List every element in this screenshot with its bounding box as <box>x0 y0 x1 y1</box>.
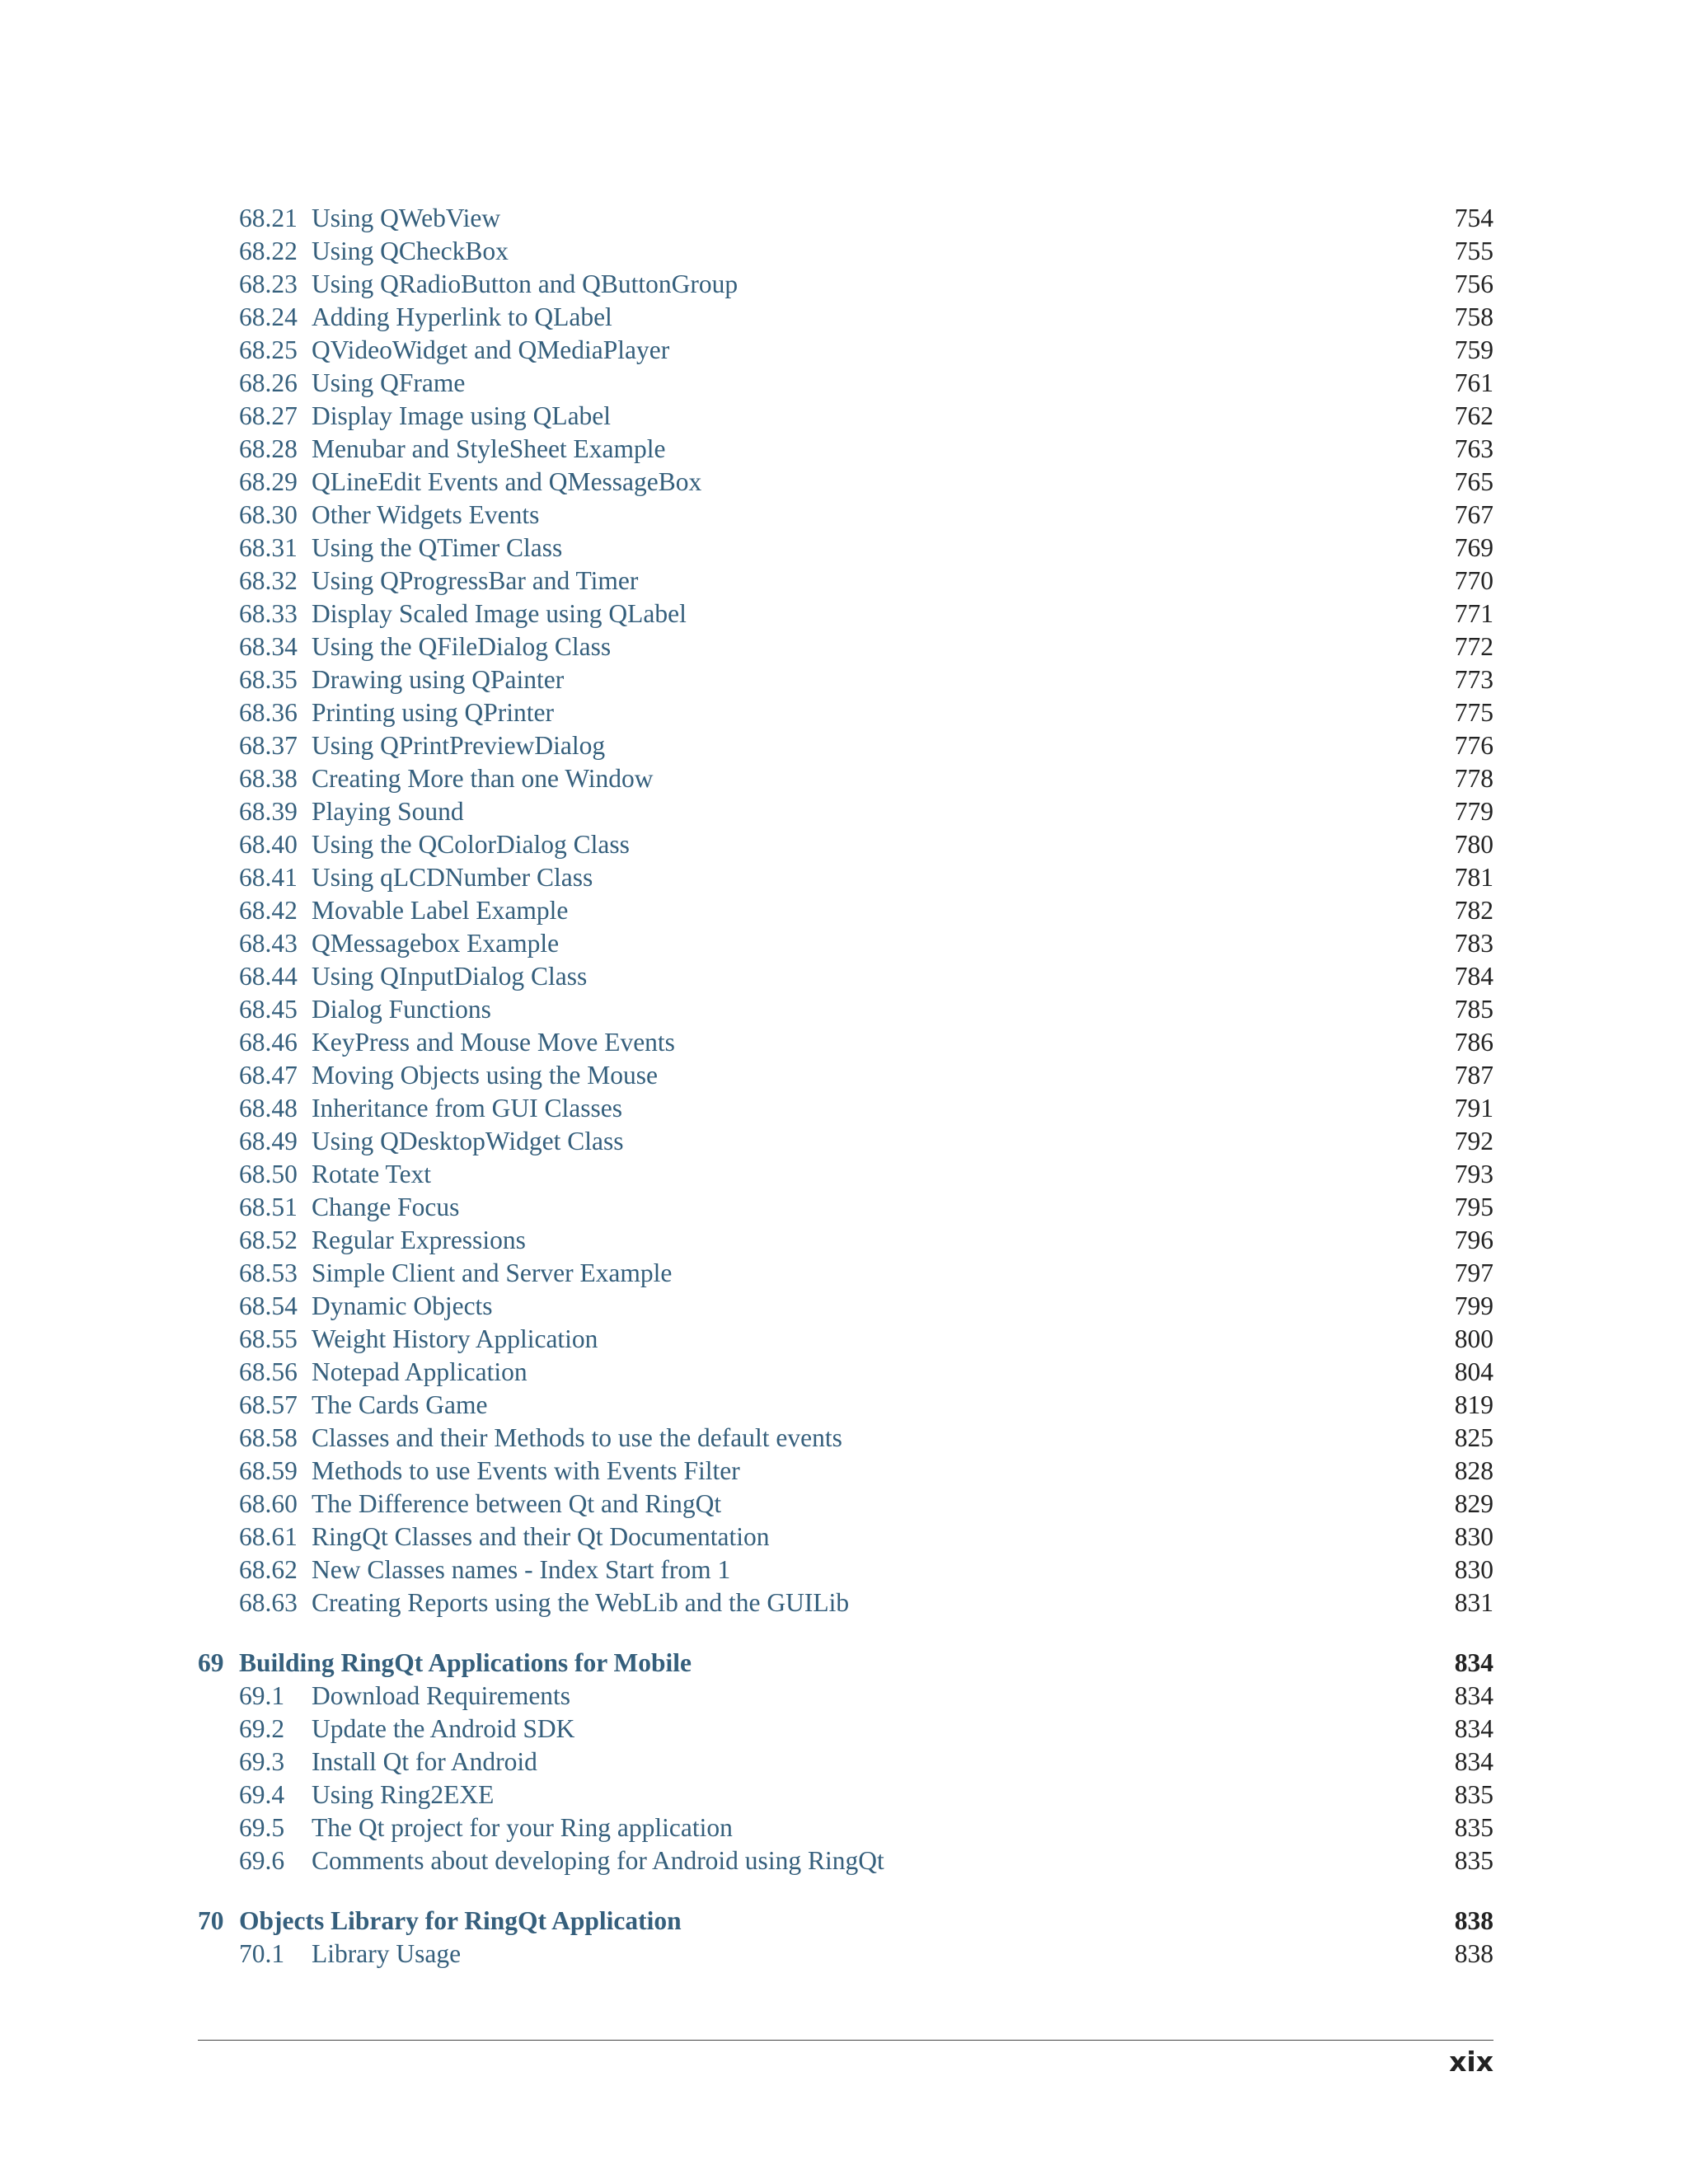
toc-entry-number[interactable]: 69.3 <box>239 1747 285 1776</box>
toc-entry-number[interactable]: 68.57 <box>239 1390 298 1419</box>
toc-entry[interactable] <box>198 1356 1493 1389</box>
toc-entry-title[interactable]: Simple Client and Server Example <box>312 1257 680 1290</box>
toc-entry-page-number: 800 <box>1454 1324 1493 1353</box>
toc-entry[interactable] <box>198 1323 1493 1356</box>
toc-entry-number[interactable]: 68.52 <box>239 1226 298 1254</box>
toc-entry-number[interactable]: 68.44 <box>239 962 298 991</box>
toc-entry-page-number: 778 <box>1454 764 1493 793</box>
toc-entry-page-number: 795 <box>1454 1193 1493 1221</box>
toc-entry-title[interactable]: KeyPress and Mouse Move Events <box>312 1026 683 1059</box>
toc-entry[interactable] <box>198 762 1493 795</box>
toc-entry-number[interactable]: 68.38 <box>239 764 298 793</box>
toc-entry-number[interactable]: 68.31 <box>239 533 298 562</box>
toc-entry-title[interactable]: Regular Expressions <box>312 1224 534 1257</box>
toc-chapter-70[interactable] <box>198 1905 1493 1938</box>
toc-entry-page-number: 763 <box>1454 434 1493 463</box>
toc-entry-page-number: 773 <box>1454 665 1493 694</box>
toc-entry-page-number: 783 <box>1454 929 1493 958</box>
toc-entry-number[interactable]: 68.42 <box>239 896 298 925</box>
toc-entry-number[interactable]: 68.60 <box>239 1489 298 1518</box>
toc-entry-number[interactable]: 68.50 <box>239 1160 298 1188</box>
toc-entry-title[interactable]: Display Scaled Image using QLabel <box>312 598 695 630</box>
footer-page-number: xix <box>1449 2046 1493 2078</box>
toc-entry[interactable] <box>198 532 1493 565</box>
toc-entry[interactable] <box>198 1488 1493 1521</box>
toc-entry-title[interactable]: Dynamic Objects <box>312 1290 501 1323</box>
toc-entry-number[interactable]: 68.39 <box>239 797 298 826</box>
toc-entry-title[interactable]: Rotate Text <box>312 1158 439 1191</box>
toc-entry-number[interactable]: 69.5 <box>239 1813 285 1842</box>
toc-entry-page-number: 781 <box>1454 863 1493 892</box>
toc-entry-number[interactable]: 69.4 <box>239 1780 285 1809</box>
toc-entry-number[interactable]: 68.35 <box>239 665 298 694</box>
toc-entry-page-number: 792 <box>1454 1127 1493 1155</box>
toc-entry-number[interactable]: 68.49 <box>239 1127 298 1155</box>
toc-entry[interactable] <box>198 202 1493 235</box>
toc-entry[interactable] <box>198 1586 1493 1619</box>
table-of-contents <box>198 202 1493 1971</box>
toc-entry-number[interactable]: 68.29 <box>239 467 298 496</box>
toc-entry-page-number: 776 <box>1454 731 1493 760</box>
toc-entry-page-number: 782 <box>1454 896 1493 925</box>
toc-entry[interactable] <box>198 301 1493 334</box>
toc-entry[interactable] <box>198 499 1493 532</box>
toc-entry-title[interactable]: QMessagebox Example <box>312 927 567 960</box>
toc-entry-number[interactable]: 68.36 <box>239 698 298 727</box>
toc-entry-page-number: 835 <box>1454 1780 1493 1809</box>
toc-entry-title[interactable]: Using qLCDNumber Class <box>312 861 601 894</box>
toc-entry-number[interactable]: 68.32 <box>239 566 298 595</box>
toc-entry[interactable] <box>198 630 1493 663</box>
toc-entry[interactable] <box>198 1125 1493 1158</box>
toc-entry-number[interactable]: 68.54 <box>239 1291 298 1320</box>
toc-entry-page-number: 829 <box>1454 1489 1493 1518</box>
toc-entry-title[interactable]: Comments about developing for Android using RingQt <box>312 1844 893 1877</box>
toc-entry-page-number: 785 <box>1454 995 1493 1024</box>
toc-entry-title[interactable]: Creating More than one Window <box>312 762 662 795</box>
toc-entry[interactable] <box>198 1026 1493 1059</box>
toc-entry-page-number: 759 <box>1454 335 1493 364</box>
toc-chapter-69[interactable] <box>198 1647 1493 1680</box>
toc-entry-page-number: 775 <box>1454 698 1493 727</box>
section-list-68 <box>198 202 1493 1619</box>
toc-entry-number[interactable]: 68.33 <box>239 599 298 628</box>
toc-entry-page-number: 786 <box>1454 1028 1493 1057</box>
toc-entry[interactable] <box>198 663 1493 696</box>
toc-entry-title[interactable]: Inheritance from GUI Classes <box>312 1092 631 1125</box>
toc-entry[interactable] <box>198 1680 1493 1713</box>
toc-entry-title[interactable]: Using QFrame <box>312 367 473 400</box>
toc-entry-page-number: 767 <box>1454 500 1493 529</box>
toc-entry-number[interactable]: 68.56 <box>239 1357 298 1386</box>
toc-entry-title[interactable]: Install Qt for Android <box>312 1746 546 1779</box>
toc-entry-page-number: 834 <box>1454 1714 1493 1743</box>
toc-entry-page-number: 761 <box>1454 368 1493 397</box>
toc-entry[interactable] <box>198 235 1493 268</box>
toc-entry-page-number: 772 <box>1454 632 1493 661</box>
toc-entry[interactable] <box>198 828 1493 861</box>
toc-entry-number[interactable]: 68.41 <box>239 863 298 892</box>
toc-entry-title[interactable]: RingQt Classes and their Qt Documentation <box>312 1521 778 1554</box>
toc-entry-title[interactable]: Change Focus <box>312 1191 467 1224</box>
toc-entry[interactable] <box>198 1059 1493 1092</box>
toc-entry-title[interactable]: Other Widgets Events <box>312 499 547 532</box>
toc-entry-page-number: 765 <box>1454 467 1493 496</box>
toc-entry-page-number: 755 <box>1454 237 1493 265</box>
toc-entry-page-number: 799 <box>1454 1291 1493 1320</box>
toc-entry-title[interactable]: Notepad Application <box>312 1356 536 1389</box>
toc-entry-title[interactable]: Adding Hyperlink to QLabel <box>312 301 621 334</box>
toc-entry-number[interactable]: 68.28 <box>239 434 298 463</box>
toc-entry-number[interactable]: 68.27 <box>239 401 298 430</box>
toc-entry[interactable] <box>198 1746 1493 1779</box>
toc-entry-title[interactable]: Using QPrintPreviewDialog <box>312 729 613 762</box>
toc-entry-page-number: 787 <box>1454 1061 1493 1090</box>
toc-entry-page-number: 758 <box>1454 302 1493 331</box>
toc-entry-page-number: 828 <box>1454 1456 1493 1485</box>
toc-entry-page-number: 838 <box>1454 1939 1493 1968</box>
toc-entry[interactable] <box>198 1092 1493 1125</box>
toc-entry[interactable] <box>198 598 1493 630</box>
toc-entry[interactable] <box>198 861 1493 894</box>
toc-entry-title[interactable]: Creating Reports using the WebLib and the GUILib <box>312 1586 857 1619</box>
toc-entry-page-number: 771 <box>1454 599 1493 628</box>
toc-entry-number[interactable]: 68.46 <box>239 1028 298 1057</box>
toc-entry-number[interactable]: 68.45 <box>239 995 298 1024</box>
toc-entry-page-number: 797 <box>1454 1258 1493 1287</box>
toc-entry-title[interactable]: Library Usage <box>312 1938 469 1971</box>
chapter-number[interactable]: 69 <box>198 1648 224 1677</box>
toc-entry-number[interactable]: 69.2 <box>239 1714 285 1743</box>
toc-entry[interactable] <box>198 433 1493 466</box>
toc-entry-title[interactable]: Moving Objects using the Mouse <box>312 1059 666 1092</box>
toc-entry[interactable] <box>198 466 1493 499</box>
toc-entry-title[interactable]: Menubar and StyleSheet Example <box>312 433 674 466</box>
toc-entry-page-number: 754 <box>1454 204 1493 232</box>
toc-entry-number[interactable]: 68.61 <box>239 1522 298 1551</box>
toc-entry[interactable] <box>198 565 1493 598</box>
toc-entry-number[interactable]: 68.26 <box>239 368 298 397</box>
toc-entry-page-number: 834 <box>1454 1747 1493 1776</box>
toc-entry[interactable] <box>198 1422 1493 1455</box>
toc-entry[interactable] <box>198 927 1493 960</box>
toc-entry[interactable] <box>198 960 1493 993</box>
toc-entry-page-number: 819 <box>1454 1390 1493 1419</box>
toc-entry[interactable] <box>198 1389 1493 1422</box>
toc-entry-number[interactable]: 68.37 <box>239 731 298 760</box>
toc-entry[interactable] <box>198 993 1493 1026</box>
toc-entry[interactable] <box>198 1455 1493 1488</box>
toc-entry-number[interactable]: 68.53 <box>239 1258 298 1287</box>
toc-entry-page-number: 770 <box>1454 566 1493 595</box>
toc-entry-title[interactable]: The Qt project for your Ring application <box>312 1811 741 1844</box>
toc-entry-title[interactable]: Drawing using QPainter <box>312 663 572 696</box>
toc-entry-page-number: 762 <box>1454 401 1493 430</box>
toc-entry-number[interactable]: 68.22 <box>239 237 298 265</box>
toc-entry-number[interactable]: 68.21 <box>239 204 298 232</box>
toc-entry-page-number: 756 <box>1454 269 1493 298</box>
toc-entry[interactable] <box>198 1938 1493 1971</box>
toc-entry-number[interactable]: 68.63 <box>239 1588 298 1617</box>
toc-entry[interactable] <box>198 1521 1493 1554</box>
footer-divider <box>198 2040 1493 2041</box>
chapter-title[interactable]: Building RingQt Applications for Mobile <box>239 1648 692 1677</box>
toc-entry-title[interactable]: Methods to use Events with Events Filter <box>312 1455 748 1488</box>
toc-entry-page-number: 791 <box>1454 1094 1493 1122</box>
toc-entry-title[interactable]: Using the QTimer Class <box>312 532 570 565</box>
toc-entry-number[interactable]: 68.55 <box>239 1324 298 1353</box>
toc-entry-title[interactable]: QLineEdit Events and QMessageBox <box>312 466 710 499</box>
toc-entry-number[interactable]: 68.34 <box>239 632 298 661</box>
toc-entry-page-number: 825 <box>1454 1423 1493 1452</box>
section-list-69 <box>198 1680 1493 1877</box>
toc-entry-title[interactable]: The Difference between Qt and RingQt <box>312 1488 729 1521</box>
toc-entry-title[interactable]: Dialog Functions <box>312 993 499 1026</box>
toc-entry[interactable] <box>198 1257 1493 1290</box>
toc-entry[interactable] <box>198 1191 1493 1224</box>
toc-entry-title[interactable]: QVideoWidget and QMediaPlayer <box>312 334 678 367</box>
chapter-page-number: 838 <box>1454 1906 1493 1935</box>
toc-entry-title[interactable]: Using QInputDialog Class <box>312 960 595 993</box>
toc-entry-title[interactable]: Movable Label Example <box>312 894 576 927</box>
toc-entry-title[interactable]: Weight History Application <box>312 1323 606 1356</box>
chapter-title[interactable]: Objects Library for RingQt Application <box>239 1906 682 1935</box>
toc-entry-title[interactable]: New Classes names - Index Start from 1 <box>312 1554 738 1586</box>
toc-entry-number[interactable]: 68.23 <box>239 269 298 298</box>
chapter-page-number: 834 <box>1454 1648 1493 1677</box>
toc-entry[interactable] <box>198 894 1493 927</box>
toc-entry-number[interactable]: 68.24 <box>239 302 298 331</box>
toc-entry[interactable] <box>198 696 1493 729</box>
toc-entry-title[interactable]: Using QProgressBar and Timer <box>312 565 646 598</box>
toc-entry-title[interactable]: Using QRadioButton and QButtonGroup <box>312 268 746 301</box>
toc-entry[interactable] <box>198 1224 1493 1257</box>
toc-entry-page-number: 804 <box>1454 1357 1493 1386</box>
toc-entry[interactable] <box>198 268 1493 301</box>
toc-entry[interactable] <box>198 1811 1493 1844</box>
toc-entry-number[interactable]: 68.58 <box>239 1423 298 1452</box>
toc-entry-number[interactable]: 70.1 <box>239 1939 285 1968</box>
toc-entry[interactable] <box>198 1713 1493 1746</box>
toc-entry-title[interactable]: Playing Sound <box>312 795 472 828</box>
toc-entry-title[interactable]: Using QWebView <box>312 202 509 235</box>
toc-entry-number[interactable]: 68.48 <box>239 1094 298 1122</box>
toc-entry-number[interactable]: 68.59 <box>239 1456 298 1485</box>
toc-entry-title[interactable]: Using QDesktopWidget Class <box>312 1125 631 1158</box>
toc-entry-title[interactable]: The Cards Game <box>312 1389 495 1422</box>
toc-entry-number[interactable]: 68.30 <box>239 500 298 529</box>
toc-entry-number[interactable]: 68.47 <box>239 1061 298 1090</box>
toc-entry-number[interactable]: 69.6 <box>239 1846 285 1875</box>
toc-entry-title[interactable]: Download Requirements <box>312 1680 579 1713</box>
toc-entry[interactable] <box>198 367 1493 400</box>
toc-entry-number[interactable]: 69.1 <box>239 1681 285 1710</box>
toc-entry[interactable] <box>198 1779 1493 1811</box>
toc-entry-title[interactable]: Using Ring2EXE <box>312 1779 502 1811</box>
toc-entry-title[interactable]: Update the Android SDK <box>312 1713 583 1746</box>
toc-entry-page-number: 796 <box>1454 1226 1493 1254</box>
toc-entry-number[interactable]: 68.51 <box>239 1193 298 1221</box>
chapter-number[interactable]: 70 <box>198 1906 224 1935</box>
toc-entry-number[interactable]: 68.25 <box>239 335 298 364</box>
toc-entry-number[interactable]: 68.62 <box>239 1555 298 1584</box>
toc-entry-title[interactable]: Classes and their Methods to use the default events <box>312 1422 851 1455</box>
toc-entry[interactable] <box>198 729 1493 762</box>
toc-entry[interactable] <box>198 1554 1493 1586</box>
toc-entry-title[interactable]: Using the QFileDialog Class <box>312 630 619 663</box>
toc-entry-page-number: 835 <box>1454 1846 1493 1875</box>
toc-entry-title[interactable]: Display Image using QLabel <box>312 400 619 433</box>
toc-entry[interactable] <box>198 334 1493 367</box>
toc-entry-page-number: 769 <box>1454 533 1493 562</box>
toc-entry-page-number: 834 <box>1454 1681 1493 1710</box>
toc-entry[interactable] <box>198 795 1493 828</box>
toc-entry-page-number: 835 <box>1454 1813 1493 1842</box>
toc-entry[interactable] <box>198 1158 1493 1191</box>
section-list-70 <box>198 1938 1493 1971</box>
toc-entry-page-number: 780 <box>1454 830 1493 859</box>
toc-entry[interactable] <box>198 400 1493 433</box>
toc-entry-title[interactable]: Using the QColorDialog Class <box>312 828 638 861</box>
toc-entry-title[interactable]: Using QCheckBox <box>312 235 517 268</box>
toc-entry-page-number: 793 <box>1454 1160 1493 1188</box>
toc-entry-page-number: 830 <box>1454 1555 1493 1584</box>
toc-entry-number[interactable]: 68.40 <box>239 830 298 859</box>
toc-entry-page-number: 779 <box>1454 797 1493 826</box>
toc-entry-page-number: 831 <box>1454 1588 1493 1617</box>
toc-entry-title[interactable]: Printing using QPrinter <box>312 696 562 729</box>
toc-entry-page-number: 830 <box>1454 1522 1493 1551</box>
toc-entry[interactable] <box>198 1844 1493 1877</box>
toc-entry-page-number: 784 <box>1454 962 1493 991</box>
toc-entry-number[interactable]: 68.43 <box>239 929 298 958</box>
toc-entry[interactable] <box>198 1290 1493 1323</box>
